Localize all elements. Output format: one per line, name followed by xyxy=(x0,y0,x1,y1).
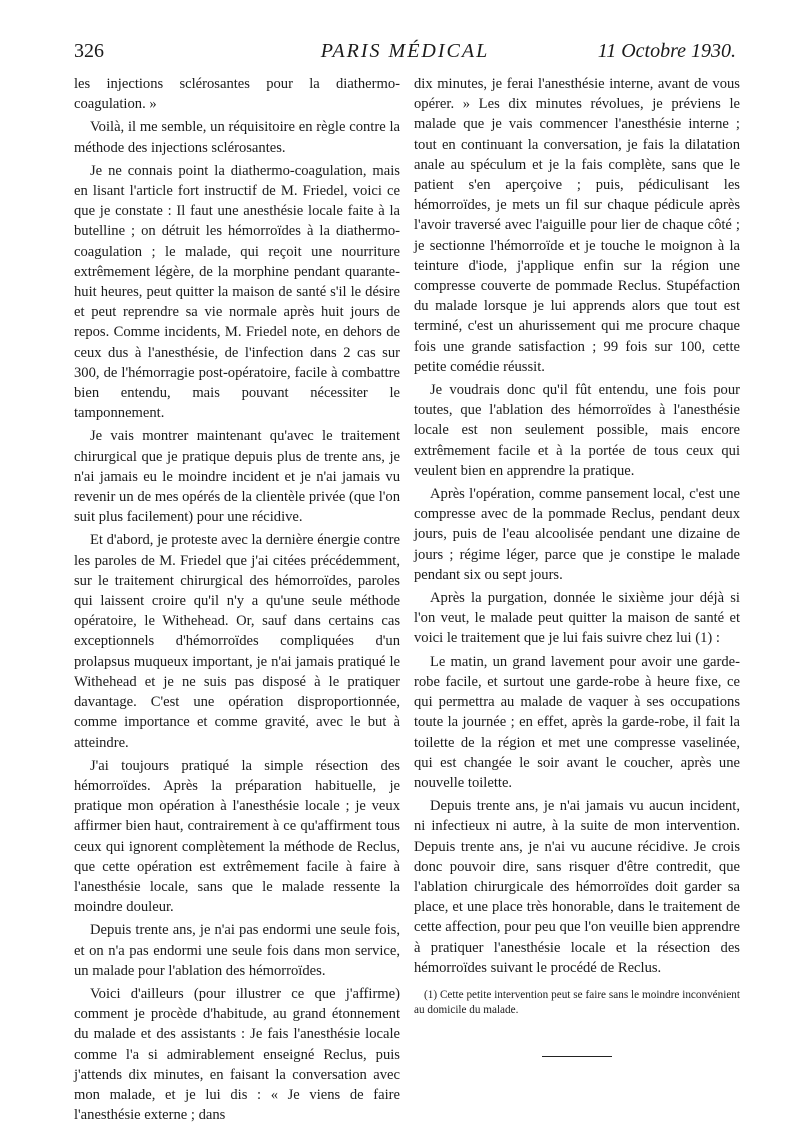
issue-date: 11 Octobre 1930. xyxy=(597,40,736,62)
paragraph: dix minutes, je ferai l'anesthésie interne, avant de vous opérer. » Les dix minutes révolues, je préviens le malade que je vais commencer l'anesthésie interne ; tout en continuant la conversation, je fais la dilatation anale au spéculum et je la fais complète, sans que le patient s'en aperçoive ; puis, pédiculisant les hémorroïdes, je mets un fil sur chaque pédicule après l'avoir traversé avec l'aiguille pour lier de chaque côté ; je sectionne l'hémorroïde et je touche le moignon à la teinture d'iode, j'applique enfin sur la région une compresse couverte de pommade Reclus. Stupéfaction du malade lorsque je lui apprends alors que tout est terminé, c'est un ahurissement qui me procure chaque fois une grande satisfaction ; 99 fois sur 100, cette petite comédie réussit. xyxy=(414,76,740,375)
right-column xyxy=(414,74,740,1057)
paragraph: Voici d'ailleurs (pour illustrer ce que j'affirme) comment je procède d'habitude, au grand étonnement du malade et des assistants : Je fais l'anesthésie locale comme l'a si admirablement enseigné Reclus, puis j'attends dix minutes, en faisant la conversation avec mon malade, et je lui dis : « Je viens de faire l'anesthésie externe ; dans xyxy=(74,985,400,1124)
running-header xyxy=(74,40,736,70)
paragraph: Depuis trente ans, je n'ai pas endormi une seule fois, et on n'a pas endormi une seule fois dans mon service, un malade pour l'ablation des hémorroïdes. xyxy=(74,922,400,979)
page-number: 326 xyxy=(74,40,104,62)
paragraph: Après la purgation, donnée le sixième jour déjà si l'on veut, le malade peut quitter la maison de santé et voici le traitement que je lui fais suivre chez lui (1) : xyxy=(414,590,740,647)
footnote: (1) Cette petite intervention peut se faire sans le moindre inconvénient au domicile du malade. xyxy=(414,988,740,1016)
paragraph: Et d'abord, je proteste avec la dernière énergie contre les paroles de M. Friedel que j'ai citées précédemment, sur le traitement chirurgical des hémorroïdes, paroles qui laissent croire qu'il n'y a qu'une seule méthode opératoire, le Withehead. Or, sauf dans certains cas exceptionnels d'hémorroïdes compliquées d'un prolapsus muqueux important, je n'ai jamais pratiqué le Withehead et je ne suis pas disposé à le pratiquer davantage. C'est une opération disproportionnée, comme importance et comme gravité, avec le but à atteindre. xyxy=(74,532,400,751)
paragraph: Après l'opération, comme pansement local, c'est une compresse avec de la pommade Reclus, pendant deux jours, puis de l'eau alcoolisée pendant une dizaine de jours ; régime léger, parce que je constipe le malade pendant six ou sept jours. xyxy=(414,486,740,583)
end-rule xyxy=(542,1056,612,1057)
paragraph: Je voudrais donc qu'il fût entendu, une fois pour toutes, que l'ablation des hémorroïdes à l'anesthésie locale est non seulement possible, mais encore extrêmement facile et à la portée de tous ceux qui veulent bien en apprendre la pratique. xyxy=(414,382,740,479)
paragraph: Je ne connais point la diathermo-coagulation, mais en lisant l'article fort instructif de M. Friedel, voici ce que je constate : Il faut une anesthésie locale faite à la butelline ; on détruit les hémorroïdes à la diathermo-coagulation ; le malade, qui reçoit une nourriture extrêmement légère, de la morphine pendant quarante-huit heures, peut quitter la maison de santé s'il le désire et peut reprendre sa vie normale après huit jours de repos. Comme incidents, M. Friedel note, en dehors de ceux dus à l'anesthésie, de l'infection dans 2 cas sur 300, de l'hémorragie post-opératoire, facile à combattre bien entendu, mais pouvant nécessiter le tamponnement. xyxy=(74,162,400,422)
left-column xyxy=(74,74,400,1128)
paragraph: J'ai toujours pratiqué la simple résection des hémorroïdes. Après la préparation habituelle, je pratique mon opération à l'anesthésie locale ; je veux affirmer bien haut, contrairement à ce qu'affirment tous ceux qui ignorent complètement la méthode de Reclus, que cette opération est extrêmement facile à faire à l'anesthésie locale, sans que le malade ressente la moindre douleur. xyxy=(74,757,400,916)
paragraph: les injections sclérosantes pour la diathermo-coagulation. » xyxy=(74,76,400,113)
paragraph: Voilà, il me semble, un réquisitoire en règle contre la méthode des injections sclérosantes. xyxy=(74,119,400,156)
journal-title: PARIS MÉDICAL xyxy=(320,40,490,62)
paragraph: Depuis trente ans, je n'ai jamais vu aucun incident, ni infectieux ni autre, à la suite de mon intervention. Depuis trente ans, je n'ai vu aucune récidive. Je crois donc pouvoir dire, sans risquer d'être contredit, que l'ablation chirurgicale des hémorroïdes doit garder sa place, et une place très honorable, dans le traitement de cette affection, pour peu que l'on veuille bien apprendre à pratiquer l'anesthésie locale et la résection des hémorroïdes suivant le procédé de Reclus. xyxy=(414,798,740,976)
paragraph: Le matin, un grand lavement pour avoir une garde-robe facile, et surtout une garde-robe à heure fixe, ce qui permettra au malade de vaquer à ses occupations toute la journée ; en effet, après la garde-robe, il fait la toilette de la région et met une compresse vaselinée, qui est changée le soir avant le coucher, après une nouvelle toilette. xyxy=(414,653,740,791)
paragraph: Je vais montrer maintenant qu'avec le traitement chirurgical que je pratique depuis plus de trente ans, je n'ai jamais eu le moindre incident et je n'ai jamais vu revenir un de mes opérés de la clientèle privée (que l'on suit plus facilement) pour une récidive. xyxy=(74,428,400,526)
